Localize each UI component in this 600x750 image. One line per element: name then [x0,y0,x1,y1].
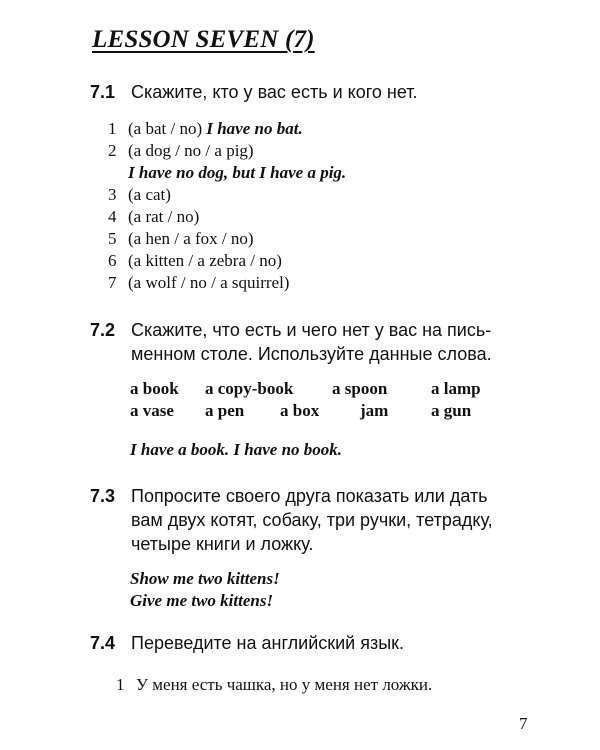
exercise-7-2-example: I have a book. I have no book. [130,440,343,459]
exercise-instruction-line: менном столе. Используйте данные слова. [131,344,492,364]
item-text: У меня есть чашка, но у меня нет ложки. [136,675,433,694]
word-item: a gun [431,401,472,420]
item-prompt: (a cat) [128,185,171,204]
item-prompt: (a kitten / a zebra / no) [128,251,282,270]
exercise-instruction-line: Попросите своего друга показать или дать [131,486,488,506]
exercise-7-1-heading [90,80,530,104]
exercise-7-4-heading [90,631,530,655]
item-number: 3 [108,185,117,204]
item-number: 1 [108,119,117,138]
word-item: a book [130,379,179,398]
word-item: a pen [205,401,245,420]
page-number: 7 [519,714,528,733]
word-item: a lamp [431,379,481,398]
item-number: 5 [108,229,117,248]
exercise-7-3-example-line: Give me two kittens! [130,591,274,610]
item-prompt: (a hen / a fox / no) [128,229,254,248]
item-prompt: (a bat / no) [128,119,203,138]
exercise-7-2-heading [90,318,530,366]
lesson-title: LESSON SEVEN (7) [92,26,315,53]
item-number: 6 [108,251,117,270]
word-item: a vase [130,401,174,420]
word-item: jam [360,401,389,420]
word-item: a copy-book [205,379,294,398]
exercise-7-3-heading [90,484,530,556]
exercise-number: 7.1 [90,82,116,102]
item-number: 4 [108,207,117,226]
exercise-7-3-example-line: Show me two kittens! [130,569,280,588]
item-number: 7 [108,273,117,292]
exercise-instruction-line: вам двух котят, собаку, три ручки, тетрадку, [131,510,493,530]
item-number: 1 [116,675,125,694]
exercise-number: 7.4 [90,633,116,653]
item-prompt: (a wolf / no / a squirrel) [128,273,290,292]
word-item: a spoon [332,379,388,398]
item-answer: I have no bat. [206,119,303,138]
item-answer: I have no dog, but I have a pig. [128,163,347,182]
exercise-number: 7.2 [90,320,116,340]
item-number: 2 [108,141,117,160]
item-text [128,118,303,140]
item-prompt: (a rat / no) [128,207,200,226]
exercise-instruction-line: Скажите, что есть и чего нет у вас на пись- [131,320,492,340]
item-prompt: (a dog / no / a pig) [128,141,254,160]
exercise-instruction: Переведите на английский язык. [131,633,405,653]
exercise-number: 7.3 [90,486,116,506]
exercise-instruction-line: четыре книги и ложку. [131,534,314,554]
word-item: a box [280,401,320,420]
exercise-instruction: Скажите, кто у вас есть и кого нет. [131,82,418,102]
